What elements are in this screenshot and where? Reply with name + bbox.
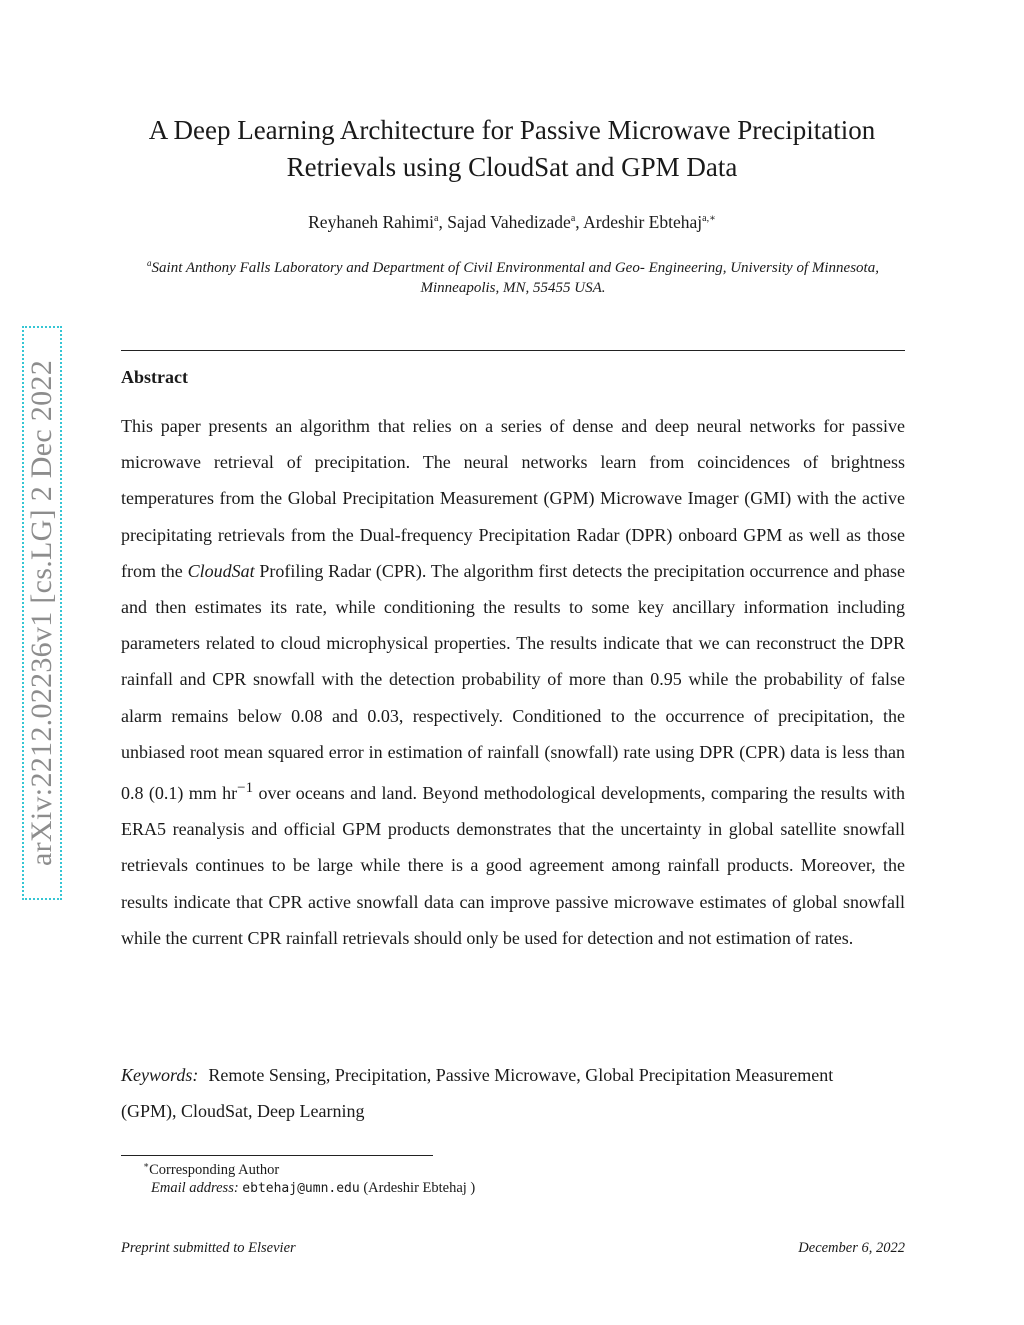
title-line-2: Retrievals using CloudSat and GPM Data — [286, 152, 738, 182]
title-line-1: A Deep Learning Architecture for Passive Microwave Precipitation — [148, 115, 876, 145]
abstract-exponent: −1 — [237, 780, 254, 797]
abstract-cloudsat: CloudSat — [187, 560, 255, 581]
footer-date: December 6, 2022 — [798, 1240, 905, 1256]
email-link[interactable]: ebtehaj@umn.edu — [242, 1181, 360, 1196]
author-1-affil: a — [434, 213, 439, 225]
author-3-affil: a,∗ — [702, 213, 716, 225]
author-sep-1: , — [438, 212, 448, 232]
footnote-marker: ∗ — [143, 1160, 150, 1170]
affiliation-text: Saint Anthony Falls Laboratory and Department of Civil Environmental and Geo- Engineering, University of Minnesota, Minneapolis, MN, 55455 USA. — [151, 260, 879, 296]
keywords — [121, 1057, 881, 1129]
keywords-text: Remote Sensing, Precipitation, Passive Microwave, Global Precipitation Measurement (GPM), CloudSat, Deep Learning — [121, 1065, 834, 1121]
abstract-part-1: This paper presents an algorithm that relies on a series of dense and deep neural networks for passive microwave retrieval of precipitation. The neural networks learn from coincidences of brightness temperatures from the Global Precipitation Measurement (GPM) Microwave Imager (GMI) with the active precipitating retrievals from the Dual-frequency Precipitation Radar (DPR) onboard GPM as well as those from the — [121, 416, 905, 581]
paper-title — [110, 112, 914, 186]
email-label: Email address: — [151, 1180, 239, 1196]
top-rule — [121, 350, 905, 351]
author-2: Sajad Vahedizade — [447, 212, 571, 232]
author-1: Reyhaneh Rahimi — [308, 212, 435, 232]
footnote-corresponding — [143, 1160, 279, 1179]
abstract-heading: Abstract — [121, 367, 188, 387]
author-3: Ardeshir Ebtehaj — [583, 212, 703, 232]
affiliation-marker: a — [147, 258, 152, 268]
email-name: (Ardeshir Ebtehaj ) — [359, 1180, 476, 1196]
abstract-body — [121, 408, 905, 956]
author-sep-2: , — [575, 212, 584, 232]
keywords-label: Keywords: — [121, 1065, 199, 1085]
abstract-part-3: over oceans and land. Beyond methodological developments, comparing the results with ERA5 reanalysis and official GPM products demonstrates that the uncertainty in global satellite snowfall retrievals continues to be large while there is a good agreement among rainfall products. Moreover, the results indicate that CPR active snowfall data can improve passive microwave estimates of global snowfall while the current CPR rainfall retrievals should only be used for detection and not estimation of rates. — [121, 783, 906, 948]
arxiv-stamp[interactable] — [22, 326, 62, 900]
author-list — [110, 212, 914, 233]
abstract-part-2: Profiling Radar (CPR). The algorithm first detects the precipitation occurrence and phase and then estimates its rate, while conditioning the results to some key ancillary information including parameters related to cloud microphysical properties. The results indicate that we can reconstruct the DPR rainfall and CPR snowfall with the detection probability of more than 0.95 while the probability of false alarm remains below 0.08 and 0.03, respectively. Conditioned to the occurrence of precipitation, the unbiased root mean squared error in estimation of rainfall (snowfall) rate using DPR (CPR) data is less than 0.8 (0.1) mm hr — [121, 560, 905, 804]
footnote-email — [151, 1180, 475, 1197]
footnote-corresponding-text: Corresponding Author — [149, 1161, 280, 1178]
affiliation — [121, 253, 905, 298]
footnote-rule — [121, 1155, 433, 1156]
footer-preprint: Preprint submitted to Elsevier — [121, 1240, 296, 1256]
arxiv-id: arXiv:2212.02236v1 [cs.LG] 2 Dec 2022 — [25, 360, 58, 866]
author-2-affil: a — [570, 213, 576, 225]
